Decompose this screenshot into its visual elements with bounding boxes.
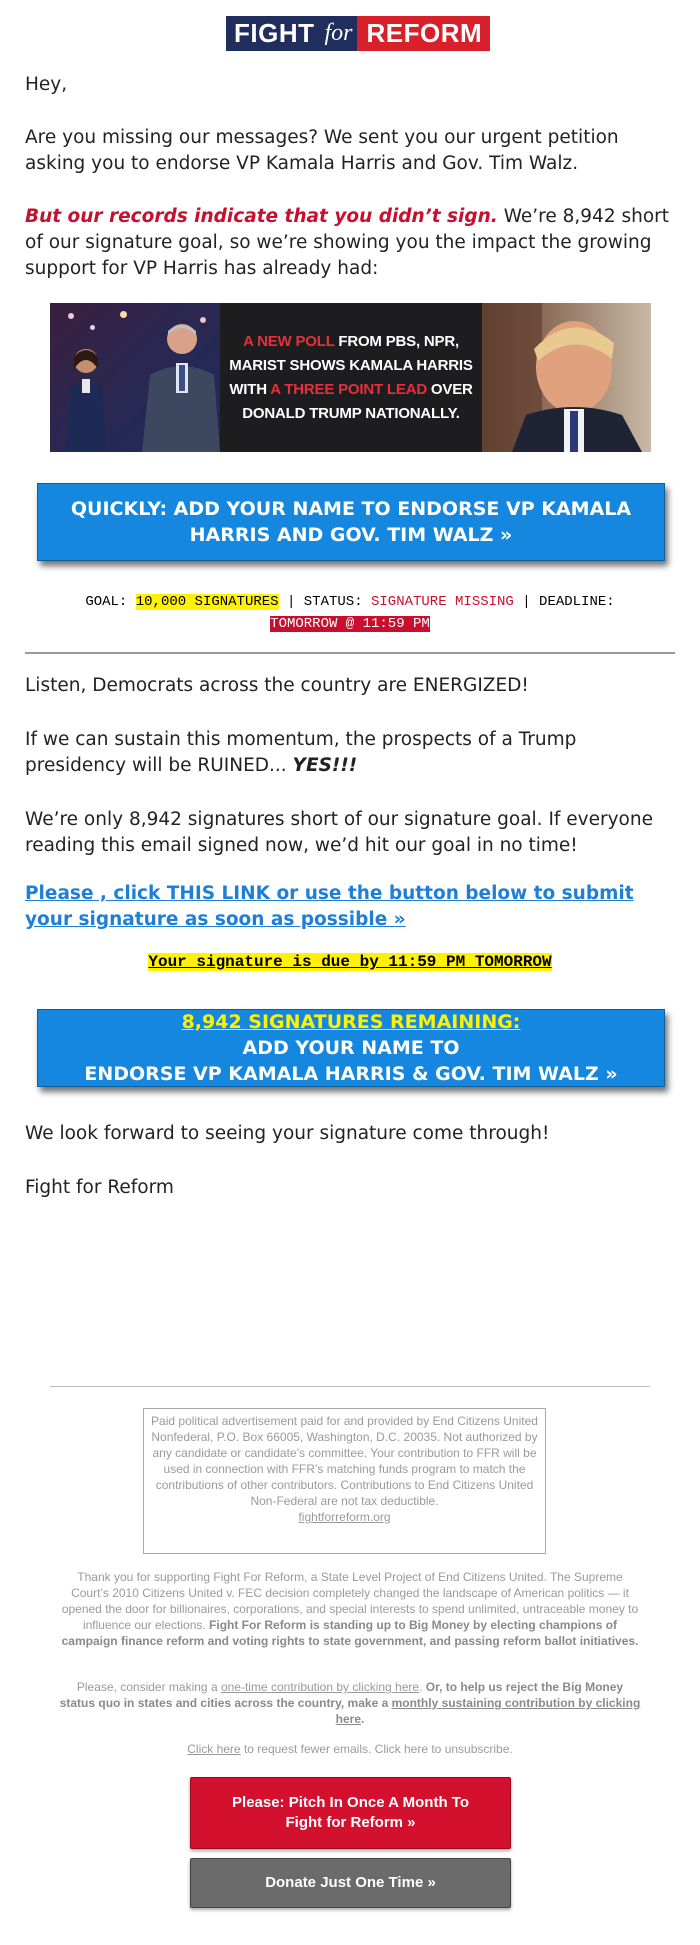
banner-red-1: A NEW POLL bbox=[243, 332, 335, 350]
consider-text-2: . bbox=[419, 1680, 426, 1694]
consider-text-1: Please, consider making a bbox=[76, 1680, 221, 1694]
fewer-emails-link[interactable]: Click here bbox=[187, 1742, 241, 1756]
opponent-photo bbox=[482, 303, 651, 452]
about-bold: Fight For Reform is standing up to Big Money by electing champions of campaign finance reform and voting rights to state government, and passing reform ballot initiatives. bbox=[61, 1618, 639, 1648]
logo-for: for bbox=[321, 16, 357, 51]
endorse-button-top-line2: HARRIS AND GOV. TIM WALZ » bbox=[189, 524, 513, 546]
one-time-donate-button[interactable] bbox=[190, 1858, 511, 1908]
banner-red-2: A THREE POINT LEAD bbox=[270, 380, 427, 398]
paragraph-missing-messages: Are you missing our messages? We sent you our urgent petition asking you to endorse VP Kamala Harris and Gov. Tim Walz. bbox=[25, 127, 619, 174]
due-text: Your signature is due by 11:59 PM TOMORROW bbox=[148, 953, 552, 971]
greeting: Hey, bbox=[25, 74, 68, 95]
endorse-button-top[interactable] bbox=[37, 483, 665, 561]
paragraph-records bbox=[25, 204, 675, 282]
site-link[interactable]: fightforreform.org bbox=[298, 1510, 391, 1524]
paid-for-disclaimer bbox=[143, 1408, 546, 1554]
portrait-figure bbox=[482, 303, 651, 452]
monthly-donate-button[interactable] bbox=[190, 1777, 511, 1849]
paragraph-look-forward: We look forward to seeing your signature come through! bbox=[25, 1123, 550, 1144]
goal-value: 10,000 SIGNATURES bbox=[135, 594, 279, 610]
records-rest: We’re 8,942 short of our signature goal, so we’re showing you the impact the growing support for VP Harris has already had: bbox=[25, 206, 670, 279]
rally-photo bbox=[50, 303, 220, 452]
separator-1: | bbox=[286, 594, 296, 610]
endorse-button-bottom-line1: ADD YOUR NAME TO bbox=[242, 1037, 460, 1059]
deadline-value: TOMORROW @ 11:59 PM bbox=[270, 616, 430, 632]
banner-headline bbox=[220, 303, 482, 452]
consider-bold: Or, to help us reject the Big Money status quo in states and cities across the country, make a bbox=[59, 1680, 624, 1710]
logo-fight: FIGHT bbox=[226, 16, 321, 51]
unsubscribe-text[interactable]: to request fewer emails. Click here to unsubscribe. bbox=[240, 1742, 513, 1756]
paragraph-energized: Listen, Democrats across the country are ENERGIZED! bbox=[25, 675, 529, 696]
endorse-button-bottom[interactable] bbox=[37, 1009, 665, 1087]
endorse-button-top-line1: QUICKLY: ADD YOUR NAME TO ENDORSE VP KAMALA bbox=[70, 498, 632, 520]
logo-reform: REFORM bbox=[357, 16, 491, 51]
divider bbox=[25, 652, 675, 654]
candidate-figure-right bbox=[138, 315, 220, 452]
status-line bbox=[25, 591, 675, 635]
banner-text-2: OVER DONALD TRUMP NATIONALLY. bbox=[242, 380, 473, 422]
momentum-text: If we can sustain this momentum, the prospects of a Trump presidency will be RUINED... bbox=[25, 729, 577, 776]
one-time-contribution-link[interactable]: one-time contribution by clicking here bbox=[220, 1680, 420, 1694]
fight-for-reform-logo[interactable] bbox=[226, 16, 490, 51]
status-label: STATUS: bbox=[303, 594, 363, 610]
deadline-label: DEADLINE: bbox=[539, 594, 615, 610]
paragraph-momentum bbox=[25, 727, 675, 779]
paragraph-short: We’re only 8,942 signatures short of our signature goal. If everyone reading this email signed now, we’d hit our goal in no time! bbox=[25, 809, 653, 856]
status-value: SIGNATURE MISSING bbox=[371, 594, 514, 610]
monthly-contribution-link[interactable]: monthly sustaining contribution by clicking here bbox=[335, 1696, 641, 1726]
footer-divider bbox=[50, 1386, 650, 1387]
candidate-figure-left bbox=[60, 343, 112, 452]
separator-2: | bbox=[522, 594, 531, 610]
records-emphasis: But our records indicate that you didn’t sign. bbox=[25, 206, 498, 227]
signatures-remaining: 8,942 SIGNATURES REMAINING: bbox=[181, 1011, 521, 1033]
submit-signature-link[interactable]: Please , click THIS LINK or use the button below to submit your signature as soon as possible » bbox=[25, 883, 634, 930]
monthly-donate-label: Please: Pitch In Once A Month To Fight for Reform » bbox=[232, 1794, 469, 1831]
due-notice bbox=[0, 951, 700, 972]
disclaimer-text: Paid political advertisement paid for and provided by End Citizens United Nonfederal, P.O. Box 66005, Washington, D.C. 20035. Not authorized by any candidate or candidate’s committee. Your contribution to FFR will be used in connection with FFR’s matching funds program to match the contributions of other contributors. Contributions to End Citizens United Non-Federal are not tax deductible. bbox=[151, 1414, 538, 1508]
signoff: Fight for Reform bbox=[25, 1177, 174, 1198]
email-preferences bbox=[58, 1741, 642, 1757]
contribution-paragraph bbox=[58, 1679, 642, 1727]
momentum-yes: YES!!! bbox=[292, 755, 358, 776]
about-paragraph bbox=[58, 1569, 642, 1649]
endorse-button-bottom-line2: ENDORSE VP KAMALA HARRIS & GOV. TIM WALZ » bbox=[84, 1063, 618, 1085]
banner-text-1: FROM PBS, NPR, MARIST SHOWS KAMALA HARRIS WITH bbox=[229, 332, 473, 398]
goal-label: GOAL: bbox=[85, 594, 128, 610]
about-text: Thank you for supporting Fight For Reform, a State Level Project of End Citizens United. The Supreme Court’s 2010 Citizens United v. FEC decision completely changed the landscape of American politics — it opened the door for billionaires, corporations, and special interests to spend unlimited, untraceable money to influence our elections. bbox=[61, 1570, 639, 1632]
consider-text-3: . bbox=[361, 1712, 365, 1726]
one-time-donate-label: Donate Just One Time » bbox=[265, 1874, 436, 1891]
poll-banner-image[interactable] bbox=[50, 303, 651, 452]
